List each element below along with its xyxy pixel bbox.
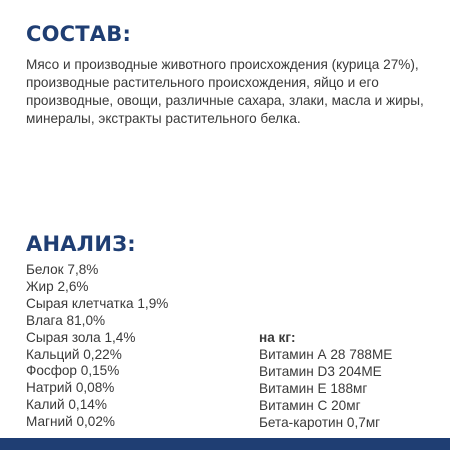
vitamin-e: Витамин Е 188мг [259,380,368,396]
analysis-item-magnesium: Магний 0,02% [26,414,116,430]
beta-carotene: Бета-каротин 0,7мг [259,414,381,430]
vitamins-heading: на кг: [259,330,296,345]
analysis-item-calcium: Кальций 0,22% [26,346,122,362]
analysis-item-sodium: Натрий 0,08% [26,380,115,396]
analysis-item-fat: Жир 2,6% [26,278,89,294]
analysis-title: АНАЛИЗ: [26,232,136,256]
analysis-item-ash: Сырая зола 1,4% [26,329,136,345]
analysis-item-potassium: Калий 0,14% [26,397,107,413]
analysis-item-fiber: Сырая клетчатка 1,9% [26,295,169,311]
vitamin-a: Витамин А 28 788МЕ [259,346,393,362]
analysis-list [26,262,168,431]
analysis-item-phosphorus: Фосфор 0,15% [26,363,120,379]
analysis-item-protein: Белок 7,8% [26,262,99,277]
vitamins-list [259,347,392,432]
analysis-item-moisture: Влага 81,0% [26,312,106,328]
bottom-bar [0,438,450,450]
composition-text: Мясо и производные животного происхождения (курица 27%), производные растительного происхождения, яйцо и его производные, овощи, различные сахара, злаки, масла и жиры, минералы, экстракты растительного белка. [26,57,424,126]
composition-title: СОСТАВ: [26,22,132,46]
vitamin-c: Витамин С 20мг [259,397,361,413]
vitamin-d3: Витамин D3 204МЕ [259,363,382,379]
vitamins-block [259,330,392,431]
